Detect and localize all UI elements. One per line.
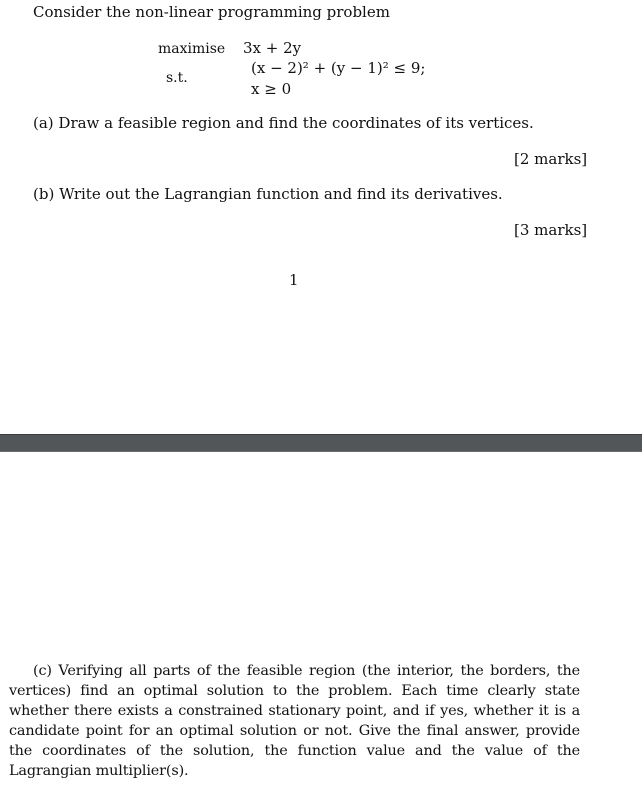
constraint-1: (x − 2)² + (y − 1)² ≤ 9; (251, 59, 426, 77)
objective-keyword: maximise (158, 41, 226, 57)
constraints-keyword: s.t. (166, 70, 188, 86)
part-a-text: (a) Draw a feasible region and find the coordinates of its vertices. (33, 114, 534, 132)
part-b-text: (b) Write out the Lagrangian function and find its derivatives. (33, 185, 503, 203)
intro-text: Consider the non-linear programming problem (33, 3, 390, 21)
part-c-text: (c) Verifying all parts of the feasible region (the interior, the borders, the vertices) find an optimal solution to the problem. Each time clearly state whether there exists a constrained stationary point, and if yes, whether it is a candidate point for an optimal solution or not. Give the final answer, provide the coordinates of the solution, the function value and the value of the Lagrangian multiplier(s). (9, 663, 580, 779)
constraint-2: x ≥ 0 (251, 80, 292, 98)
page-number: 1 (289, 271, 299, 289)
part-a-marks: [2 marks] (514, 150, 588, 168)
part-b-marks: [3 marks] (514, 221, 588, 239)
page-separator (0, 434, 642, 452)
objective-expression: 3x + 2y (243, 39, 302, 57)
